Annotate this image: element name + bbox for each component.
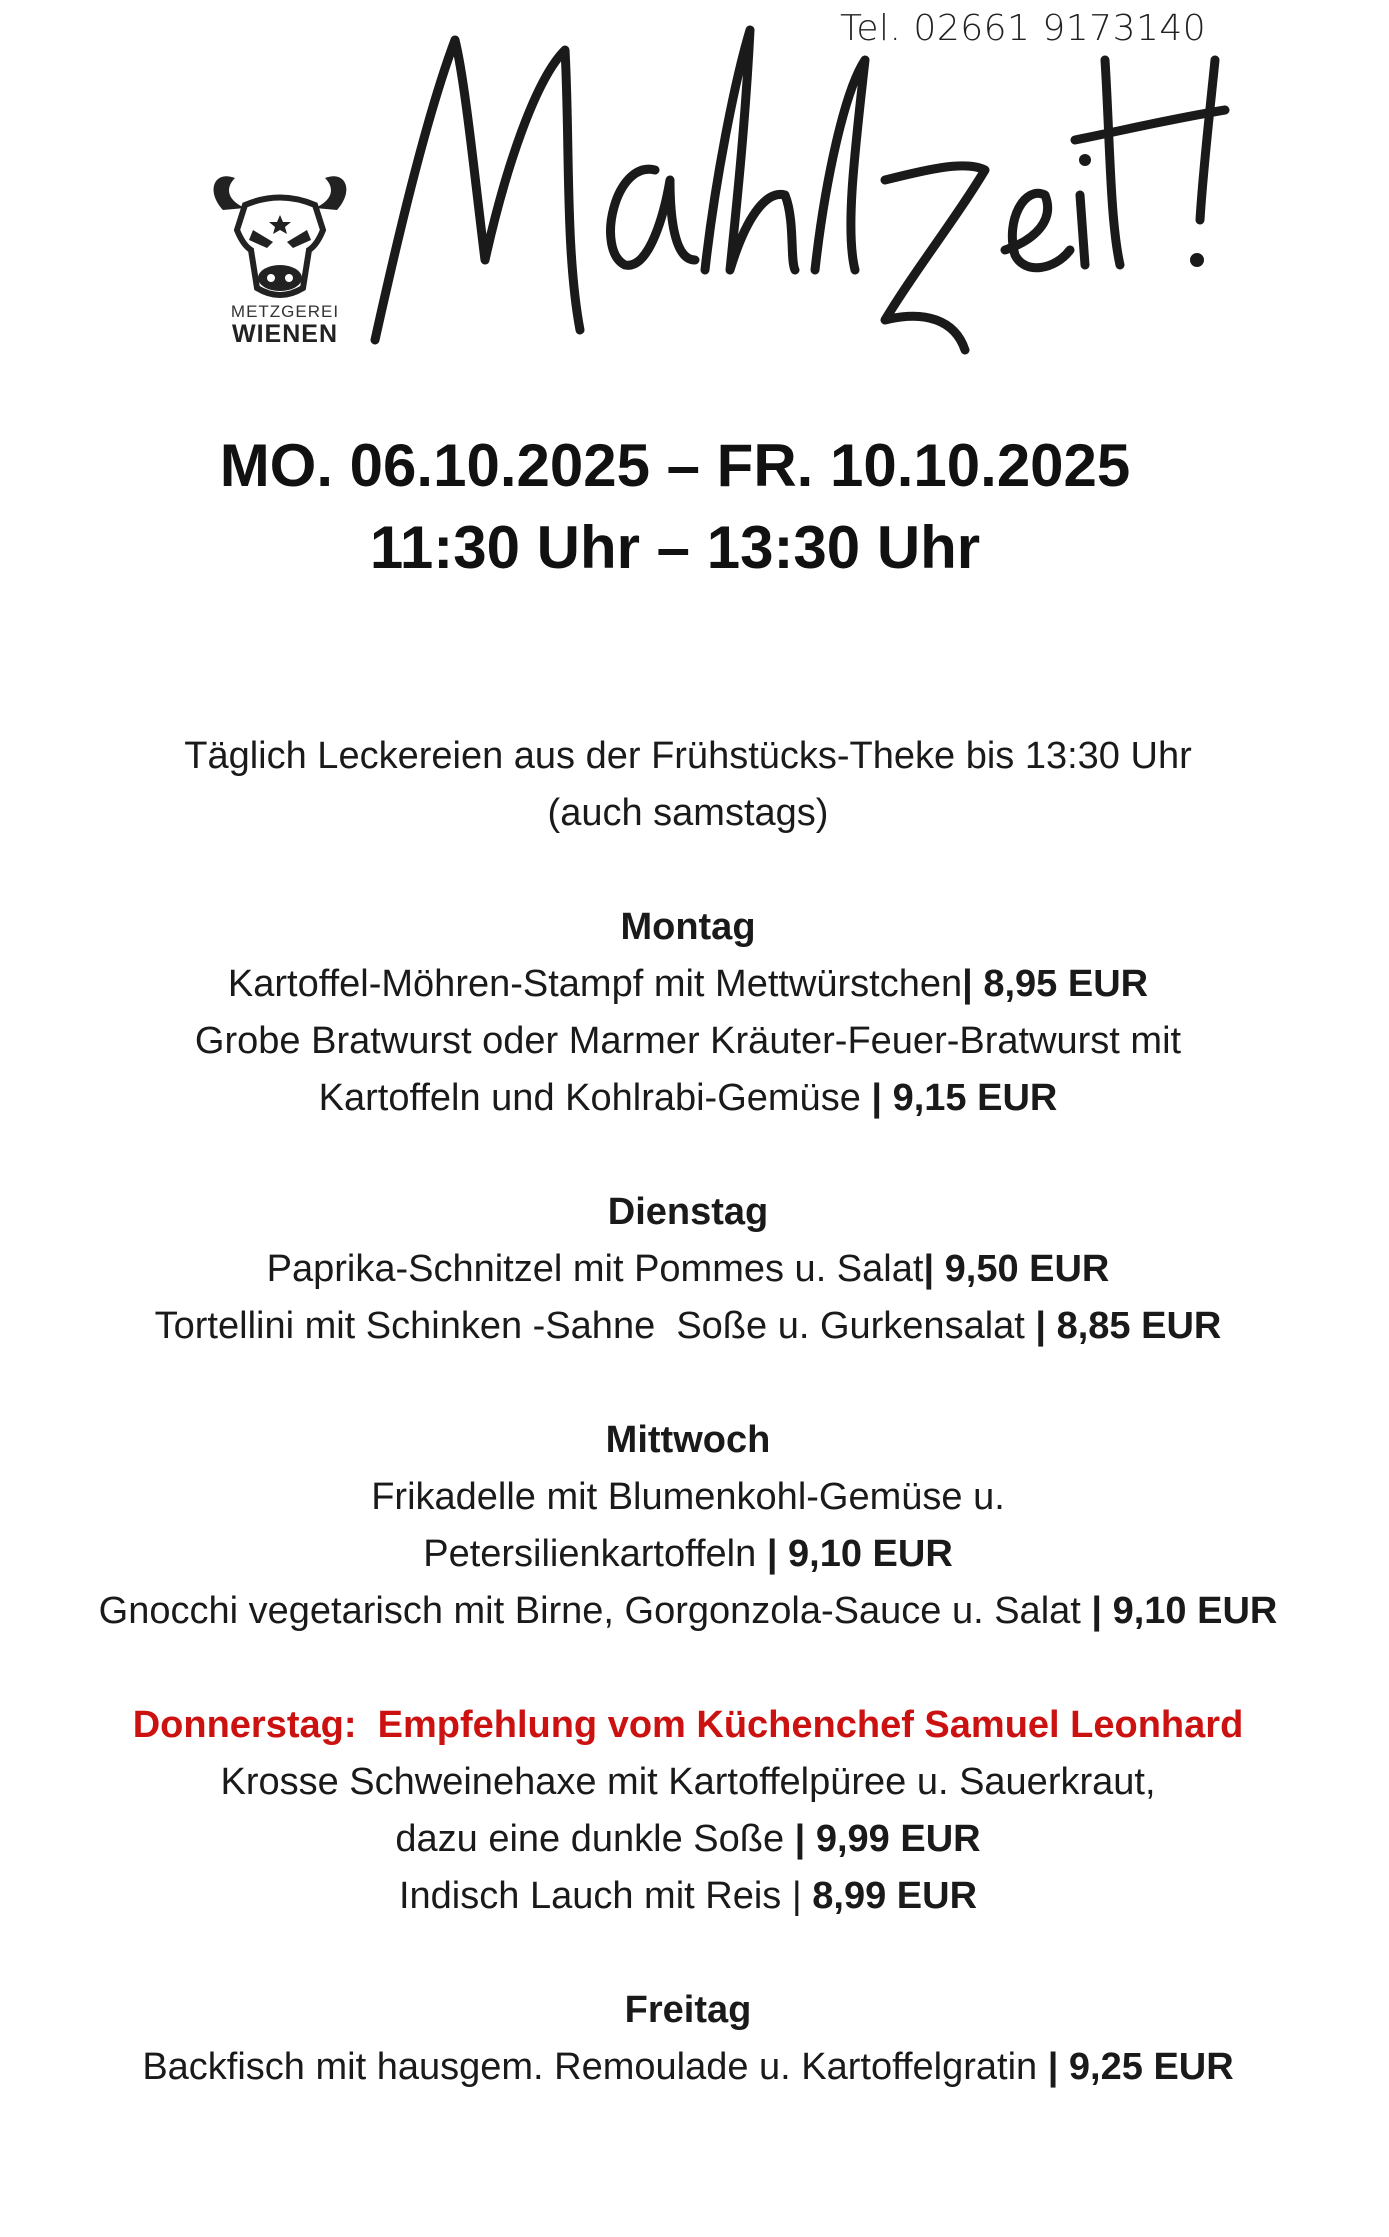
dish-text: Kartoffeln und Kohlrabi-Gemüse <box>318 1077 872 1119</box>
menu-item <box>20 956 1356 1013</box>
menu-item <box>20 1583 1356 1640</box>
date-range: MO. 06.10.2025 – FR. 10.10.2025 <box>219 432 1131 499</box>
dish-price: | 8,95 EUR <box>962 963 1149 1005</box>
menu-item <box>20 1868 1356 1925</box>
butcher-logo <box>205 170 355 360</box>
day-title-monday: Montag <box>620 906 756 948</box>
menu-item <box>20 2039 1356 2096</box>
dish-price: | 9,15 EUR <box>871 1077 1058 1119</box>
intro-line-1: Täglich Leckereien aus der Frühstücks-Theke bis 13:30 Uhr <box>184 735 1192 777</box>
intro-line-2: (auch samstags) <box>547 792 829 834</box>
menu-item-line: Frikadelle mit Blumenkohl-Gemüse u. <box>371 1476 1005 1518</box>
logo-name: WIENEN <box>232 320 338 348</box>
dish-price: | 9,25 EUR <box>1047 2046 1234 2088</box>
day-title-tuesday: Dienstag <box>607 1191 769 1233</box>
menu-content <box>20 728 1356 2096</box>
logo-subtitle: METZGEREI <box>230 302 340 321</box>
menu-item <box>20 1811 1356 1868</box>
dish-text: Paprika-Schnitzel mit Pommes u. Salat <box>266 1248 924 1290</box>
dish-text: Petersilienkartoffeln <box>423 1533 767 1575</box>
phone-number: Tel. 02661 9173140 <box>840 8 1207 49</box>
dish-price: 8,99 EUR <box>812 1875 978 1917</box>
menu-item <box>20 1526 1356 1583</box>
menu-item-line: Grobe Bratwurst oder Marmer Kräuter-Feuer-Bratwurst mit <box>194 1020 1182 1062</box>
menu-item-line: Krosse Schweinehaxe mit Kartoffelpüree u. Sauerkraut, <box>220 1761 1156 1803</box>
bull-head-icon <box>205 170 355 310</box>
dish-price: | 9,10 EUR <box>1091 1590 1278 1632</box>
dish-price: | 9,10 EUR <box>766 1533 953 1575</box>
day-title-wednesday: Mittwoch <box>605 1419 771 1461</box>
dish-text: dazu eine dunkle Soße <box>395 1818 795 1860</box>
opening-hours: 11:30 Uhr – 13:30 Uhr <box>369 514 981 581</box>
dish-price: | 9,99 EUR <box>794 1818 981 1860</box>
dish-price: | 9,50 EUR <box>923 1248 1110 1290</box>
menu-item <box>20 1070 1356 1127</box>
menu-item <box>20 1241 1356 1298</box>
date-header <box>0 425 1350 589</box>
dish-text: Gnocchi vegetarisch mit Birne, Gorgonzola-Sauce u. Salat <box>98 1590 1092 1632</box>
dish-text: Backfisch mit hausgem. Remoulade u. Kartoffelgratin <box>142 2046 1048 2088</box>
script-title-logo <box>365 20 1245 370</box>
dish-price: | 8,85 EUR <box>1035 1305 1222 1347</box>
dish-text: Indisch Lauch mit Reis | <box>398 1875 813 1917</box>
dish-text: Kartoffel-Möhren-Stampf mit Mettwürstchen <box>227 963 963 1005</box>
day-title-friday: Freitag <box>624 1989 752 2031</box>
dish-text: Tortellini mit Schinken -Sahne Soße u. Gurkensalat <box>154 1305 1036 1347</box>
day-title-thursday: Donnerstag: Empfehlung vom Küchenchef Samuel Leonhard <box>132 1704 1244 1746</box>
header <box>0 0 1389 380</box>
menu-item <box>20 1298 1356 1355</box>
